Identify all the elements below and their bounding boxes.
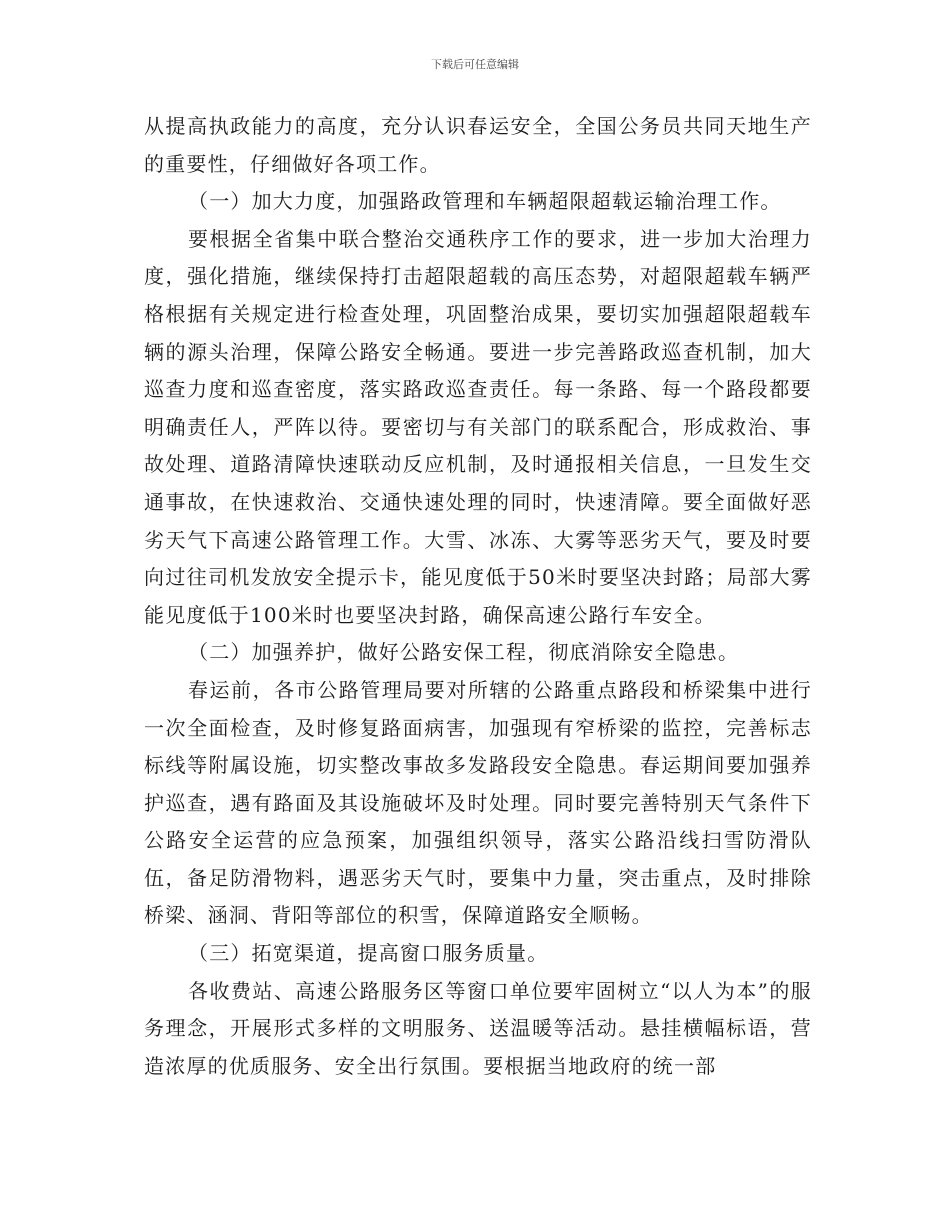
- section-heading-1: （一）加大力度，加强路政管理和车辆超限超载运输治理工作。: [188, 189, 782, 214]
- paragraph-section-1: 要根据全省集中联合整治交通秩序工作的要求，进一步加大治理力度，强化措施，继续保持打击超限超载的高压态势，对超限超载车辆严格根据有关规定进行检查处理，巩固整治成果，要切实加强超限超载车辆的源头治理，保障公路安全畅通。要进一步完善路政巡查机制，加大巡查力度和巡查密度，落实路政巡查责任。每一条路、每一个路段都要明确责任人，严阵以待。要密切与有关部门的联系配合，形成救治、事故处理、道路清障快速联动反应机制，及时通报相关信息，一旦发生交通事故，在快速救治、交通快速处理的同时，快速清障。要全面做好恶劣天气下高速公路管理工作。大雪、冰冻、大雾等恶劣天气，要及时要向过往司机发放安全提示卡，能见度低于50米时要坚决封路；局部大雾能见度低于100米时也要坚决封路，确保高速公路行车安全。: [144, 226, 812, 627]
- paragraph-section-3: 各收费站、高速公路服务区等窗口单位要牢固树立“以人为本”的服务理念，开展形式多样的文明服务、送温暖等活动。悬挂横幅标语，营造浓厚的优质服务、安全出行氛围。要根据当地政府的统一部: [144, 978, 812, 1078]
- paragraph-intro: 从提高执政能力的高度，充分认识春运安全，全国公务员共同天地生产的重要性，仔细做好各项工作。: [144, 114, 812, 176]
- document-body: [144, 108, 812, 1085]
- section-heading-3: （三）拓宽渠道，提高窗口服务质量。: [188, 941, 549, 966]
- section-heading-2: （二）加强养护，做好公路安保工程，彻底消除安全隐患。: [188, 640, 740, 665]
- page-header-note: 下载后可任意编辑: [431, 58, 519, 71]
- paragraph-section-2: 春运前，各市公路管理局要对所辖的公路重点路段和桥梁集中进行一次全面检查，及时修复路面病害，加强现有窄桥梁的监控，完善标志标线等附属设施，切实整改事故多发路段安全隐患。春运期间要加强养护巡查，遇有路面及其设施破坏及时处理。同时要完善特别天气条件下公路安全运营的应急预案，加强组织领导，落实公路沿线扫雪防滑队伍，备足防滑物料，遇恶劣天气时，要集中力量，突击重点，及时排除桥梁、涵洞、背阳等部位的积雪，保障道路安全顺畅。: [144, 677, 812, 928]
